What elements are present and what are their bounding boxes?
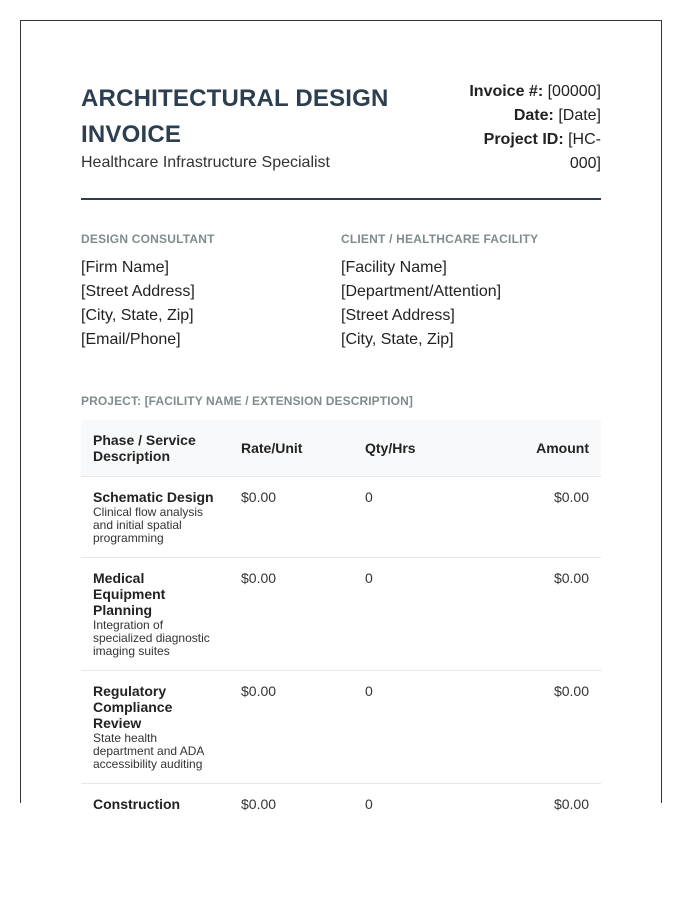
qty-cell: 0 — [353, 477, 477, 558]
service-description: Clinical flow analysis and initial spatial programming — [93, 505, 204, 545]
services-table — [81, 420, 601, 825]
invoice-meta — [451, 80, 601, 176]
service-name: Construction — [93, 796, 181, 812]
title-block — [81, 81, 389, 172]
client-label: CLIENT / HEALTHCARE FACILITY — [341, 232, 539, 246]
service-cell — [81, 477, 229, 558]
column-header-description: Phase / Service Description — [93, 432, 196, 464]
project-id-continued — [451, 152, 601, 176]
rate-cell: $0.00 — [229, 671, 353, 784]
invoice-date-label: Date: — [513, 107, 554, 124]
service-description: State health department and ADA accessibility auditing — [93, 731, 204, 771]
project-id — [451, 128, 601, 152]
service-name: Regulatory Compliance Review — [93, 683, 173, 731]
qty-cell: 0 — [353, 671, 477, 784]
table-row — [81, 477, 601, 558]
table-header-row — [81, 420, 601, 477]
service-name: Schematic Design — [93, 489, 214, 505]
design-consultant-block — [81, 232, 341, 352]
invoice-header — [81, 81, 601, 200]
amount-cell: $0.00 — [477, 784, 601, 826]
invoice-number-value: [00000] — [547, 83, 601, 100]
rate-cell: $0.00 — [229, 784, 353, 826]
amount-cell: $0.00 — [477, 477, 601, 558]
project-id-value-line-1: [HC- — [568, 131, 601, 148]
client-facility-block — [341, 232, 601, 352]
client-city-state-zip: [City, State, Zip] — [341, 331, 454, 348]
project-label: PROJECT: [FACILITY NAME / EXTENSION DESCRIPTION] — [81, 394, 413, 408]
amount-cell: $0.00 — [477, 671, 601, 784]
consultant-city-state-zip: [City, State, Zip] — [81, 307, 194, 324]
title-line-1: ARCHITECTURAL DESIGN — [81, 85, 389, 112]
client-facility-name: [Facility Name] — [341, 259, 447, 276]
parties-section — [81, 232, 601, 352]
project-id-label: Project ID: — [483, 131, 564, 148]
service-cell — [81, 784, 229, 826]
invoice-number — [451, 80, 601, 104]
invoice-date-value: [Date] — [558, 107, 601, 124]
column-header-amount: Amount — [536, 440, 589, 456]
service-cell — [81, 558, 229, 671]
rate-cell: $0.00 — [229, 558, 353, 671]
column-header-qty: Qty/Hrs — [365, 440, 416, 456]
table-row — [81, 671, 601, 784]
service-cell — [81, 671, 229, 784]
client-department: [Department/Attention] — [341, 283, 502, 300]
consultant-label: DESIGN CONSULTANT — [81, 232, 215, 246]
consultant-email-phone: [Email/Phone] — [81, 331, 181, 348]
title-line-2: INVOICE — [81, 121, 182, 148]
invoice-content — [81, 81, 601, 825]
invoice-page — [20, 20, 662, 812]
consultant-street-address: [Street Address] — [81, 283, 195, 300]
invoice-subtitle: Healthcare Infrastructure Specialist — [81, 154, 330, 171]
service-name: Medical Equipment Planning — [93, 570, 166, 618]
table-row — [81, 784, 601, 826]
invoice-title — [81, 81, 389, 153]
project-id-value-line-2: 000] — [569, 155, 601, 172]
amount-cell: $0.00 — [477, 558, 601, 671]
rate-cell: $0.00 — [229, 477, 353, 558]
consultant-firm-name: [Firm Name] — [81, 259, 169, 276]
column-header-rate: Rate/Unit — [241, 440, 303, 456]
qty-cell: 0 — [353, 784, 477, 826]
qty-cell: 0 — [353, 558, 477, 671]
client-street-address: [Street Address] — [341, 307, 455, 324]
service-description: Integration of specialized diagnostic imaging suites — [93, 618, 210, 658]
table-row — [81, 558, 601, 671]
invoice-date — [451, 104, 601, 128]
invoice-number-label: Invoice #: — [469, 83, 544, 100]
